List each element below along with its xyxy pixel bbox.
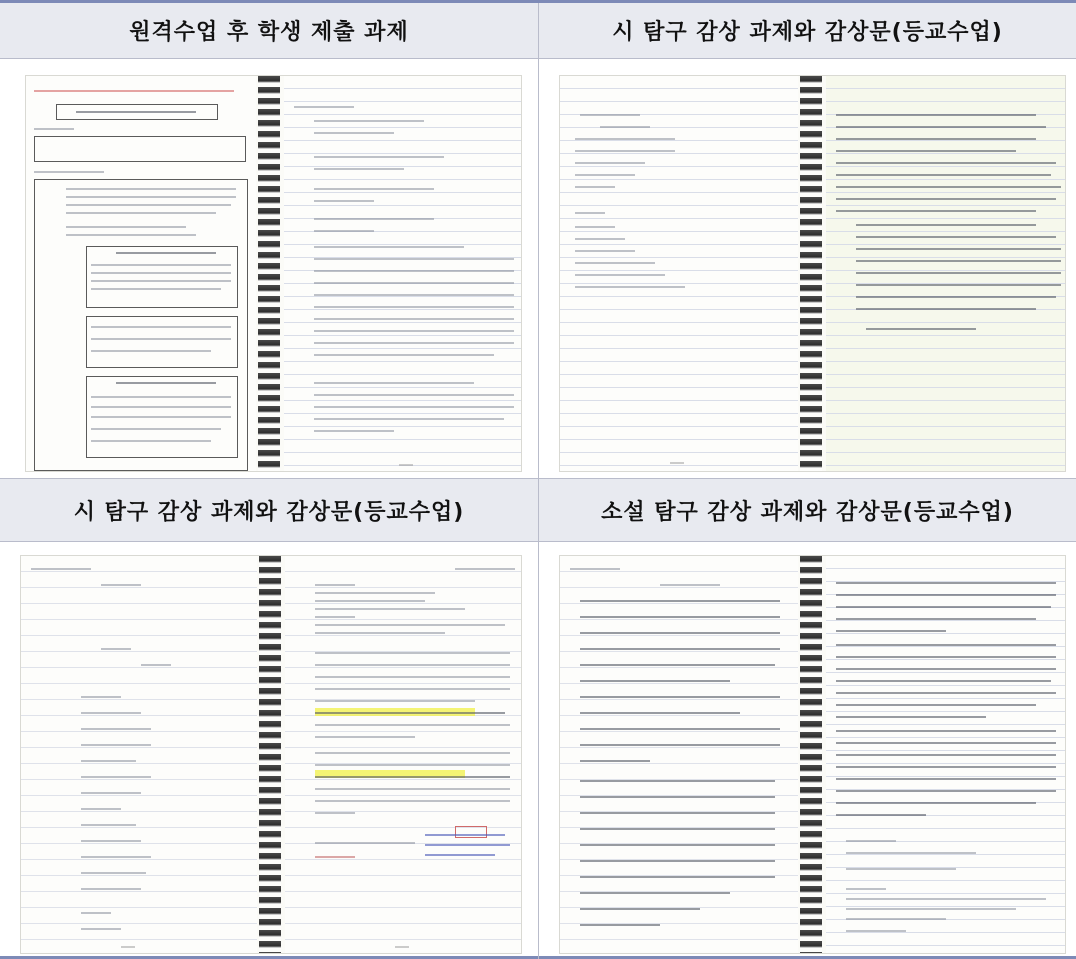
panel-title: 시 탐구 감상 과제와 감상문(등교수업) [539,3,1076,59]
handwritten-page-right [285,556,521,953]
handwritten-page-left [560,76,798,471]
panel-title: 소설 탐구 감상 과제와 감상문(등교수업) [539,479,1076,542]
handwritten-page-right [826,556,1065,953]
handwritten-page-left [21,556,257,953]
panel-poem-assignment-2 [0,479,538,959]
panel-title: 시 탐구 감상 과제와 감상문(등교수업) [0,479,538,542]
spiral-binding [259,556,281,953]
panel-remote-assignment [0,3,538,478]
notebook-photo [20,555,522,954]
handwritten-page [284,76,521,471]
handwritten-page-right [826,76,1065,471]
spiral-binding [800,76,822,471]
panel-title: 원격수업 후 학생 제출 과제 [0,3,538,59]
handwritten-page-left [560,556,798,953]
notebook-photo [559,555,1066,954]
spiral-binding [800,556,822,953]
panel-poem-assignment-1 [539,3,1076,478]
printed-form-page [26,76,256,471]
notebook-photo [559,75,1066,472]
notebook-photo [25,75,522,472]
spiral-binding [258,76,280,471]
panel-novel-assignment [539,479,1076,959]
